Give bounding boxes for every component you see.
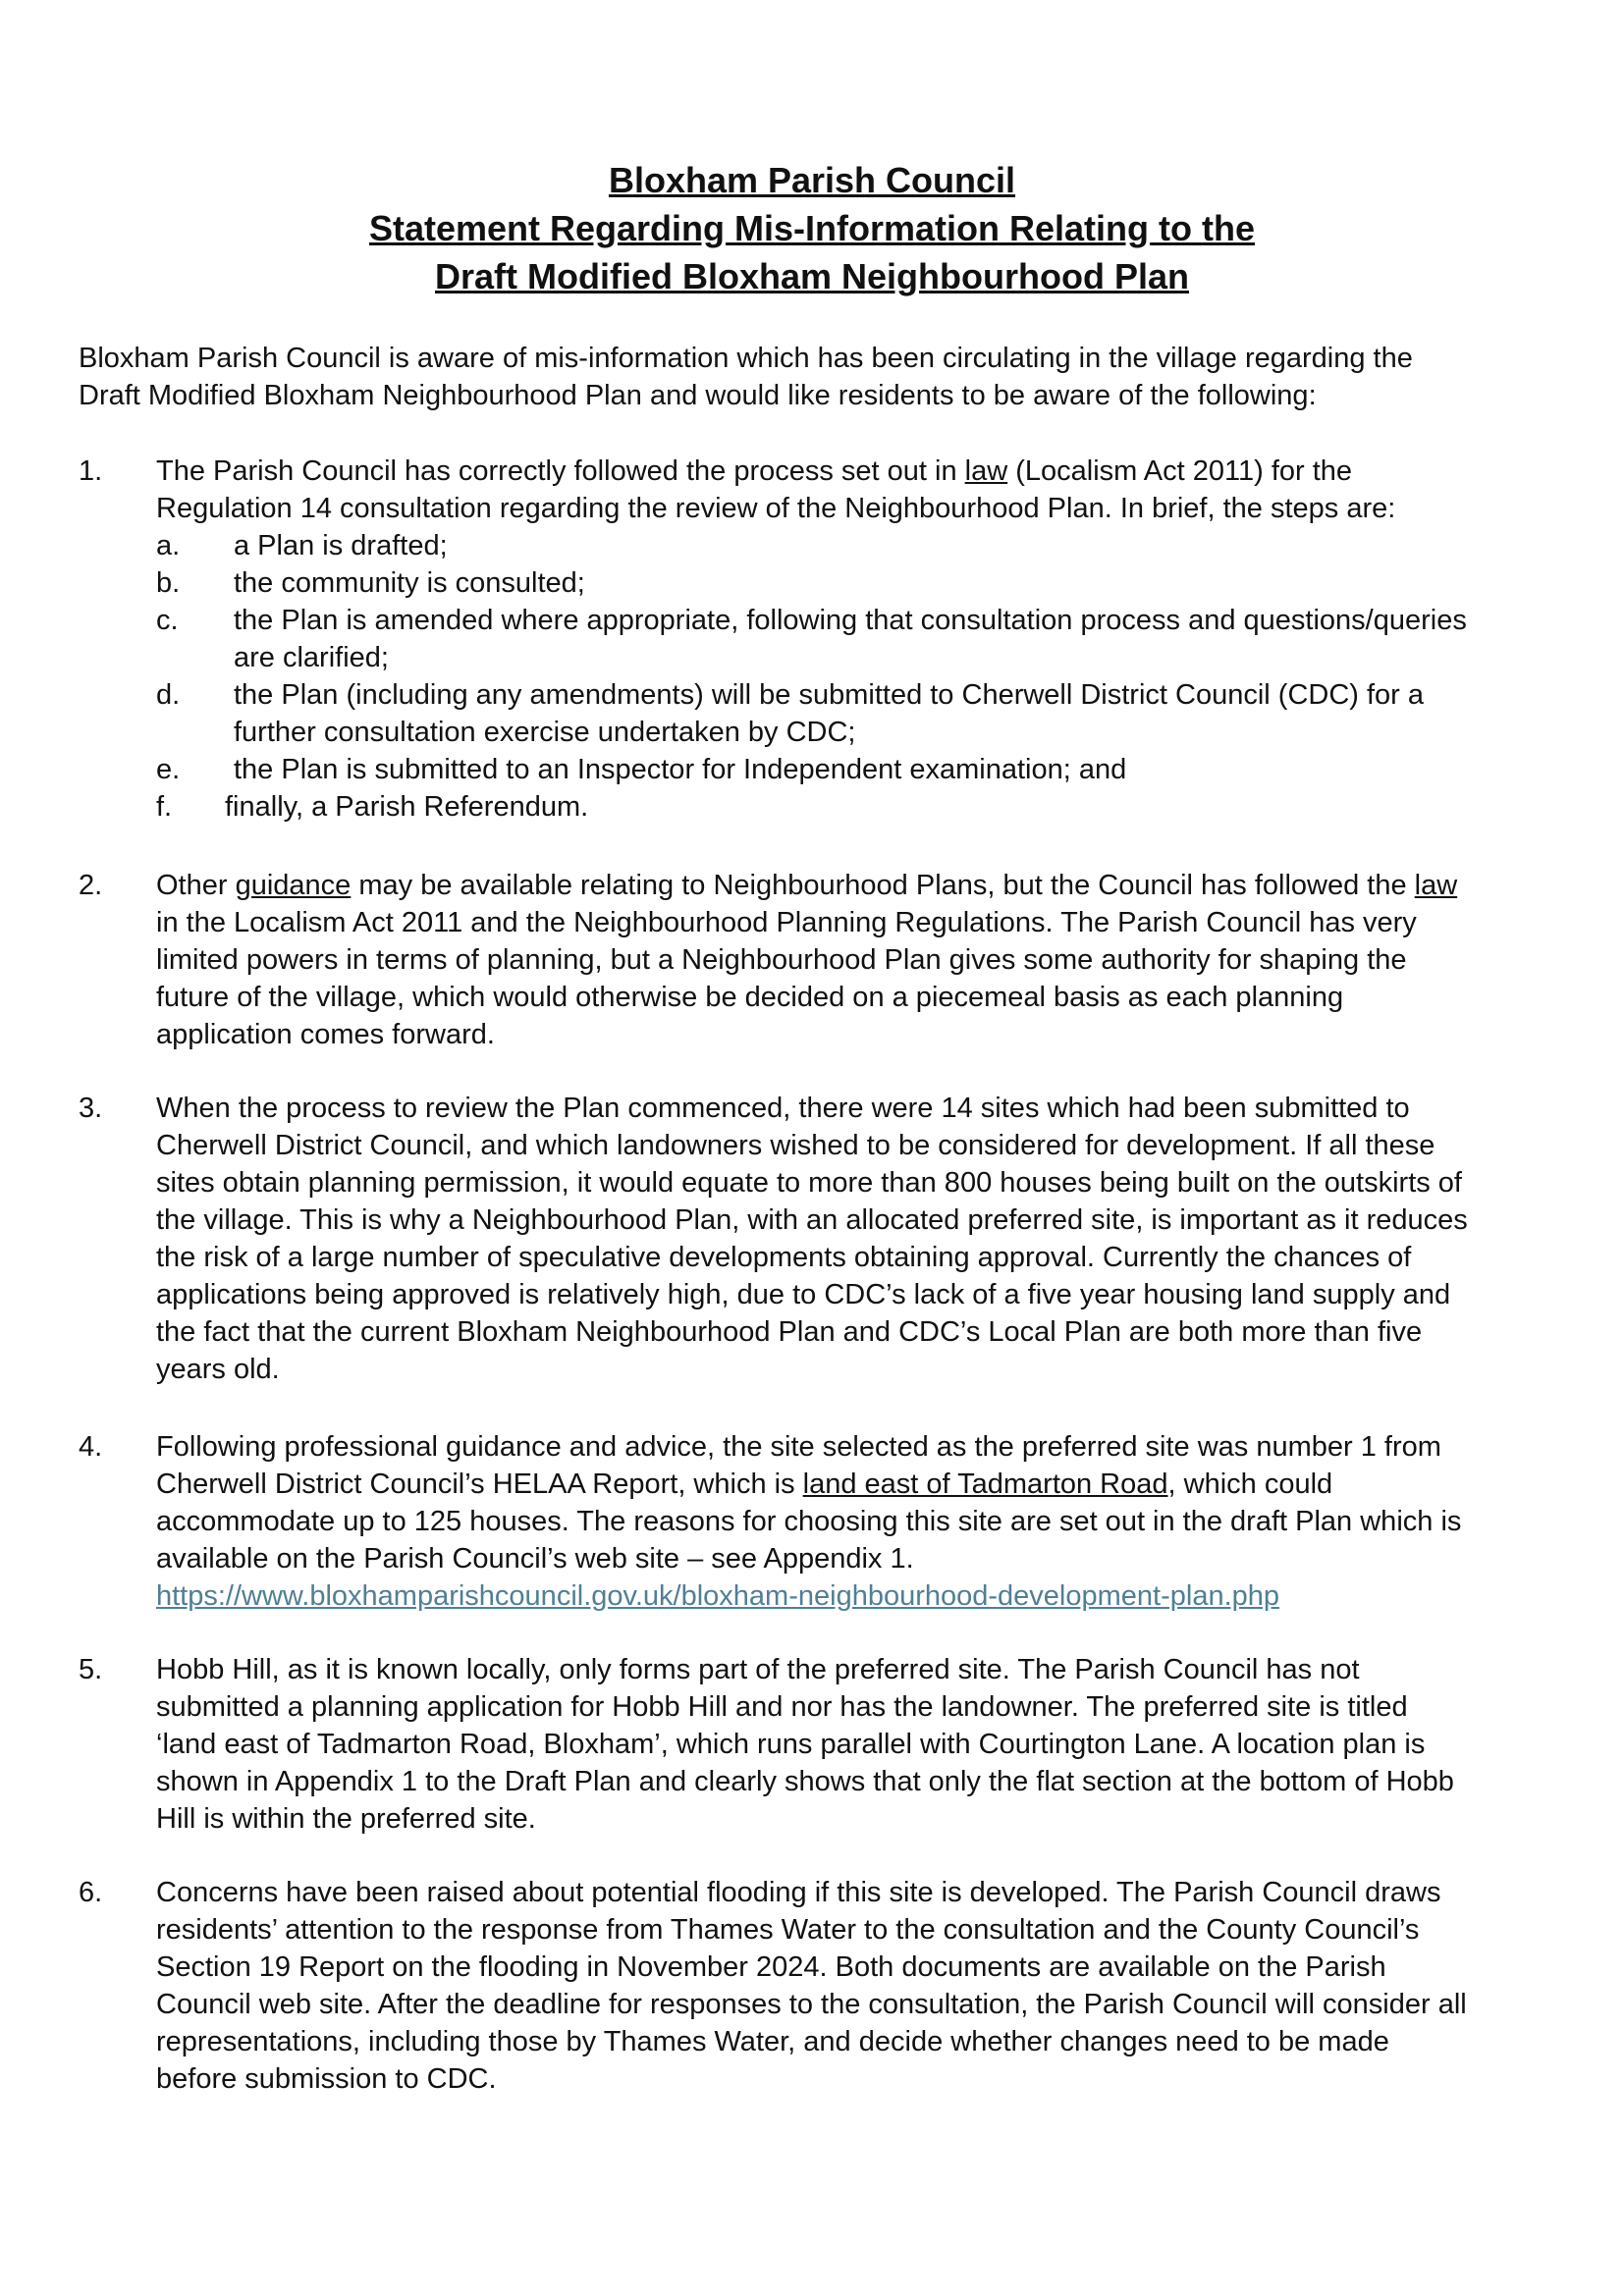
step-letter: a. <box>156 530 181 561</box>
point-5-line: Hill is within the preferred site. <box>156 1803 536 1835</box>
step-text <box>234 676 1569 751</box>
step-text-line: the Plan (including any amendments) will be submitted to Cherwell District Council (CDC) for a <box>234 679 1425 711</box>
point-2-text-part: Other <box>156 870 236 901</box>
step-text <box>234 602 1569 676</box>
point-2-line: limited powers in terms of planning, but a Neighbourhood Plan gives some authority for shaping the <box>156 944 1407 976</box>
point-4-text <box>156 1428 1575 1615</box>
point-5-line: ‘land east of Tadmarton Road, Bloxham’, which runs parallel with Courtington Lane. A location plan is <box>156 1729 1426 1760</box>
step-text-line: further consultation exercise undertaken by CDC; <box>234 717 856 748</box>
point-4-text-part: Cherwell District Council’s HELAA Report, which is <box>156 1468 803 1500</box>
point-3-number: 3. <box>79 1093 103 1124</box>
site-name-underlined: land east of Tadmarton Road <box>802 1468 1168 1500</box>
law-underlined: law <box>1414 870 1458 901</box>
step-letter: d. <box>156 679 181 711</box>
document-title-line-1: Bloxham Parish Council <box>608 160 1016 200</box>
step-text: a Plan is drafted; <box>234 530 448 561</box>
point-3-line: the village. This is why a Neighbourhood Plan, with an allocated preferred site, is important as it reduces <box>156 1204 1468 1236</box>
point-4-line: accommodate up to 125 houses. The reasons for choosing this site are set out in the draft Plan which is <box>156 1506 1462 1537</box>
point-1-text-part: The Parish Council has correctly followed the process set out in <box>156 455 965 487</box>
point-4-text-part: , which could <box>1167 1468 1333 1500</box>
point-6-line: before submission to CDC. <box>156 2063 497 2095</box>
point-3-line: Cherwell District Council, and which landowners wished to be considered for development. If all these <box>156 1130 1435 1161</box>
step-text: finally, a Parish Referendum. <box>225 791 589 823</box>
point-5-text <box>156 1651 1575 1838</box>
step-text: the community is consulted; <box>234 567 585 599</box>
point-2-line: future of the village, which would otherwise be decided on a piecemeal basis as each planning <box>156 982 1344 1013</box>
point-6-line: Council web site. After the deadline for responses to the consultation, the Parish Council will consider all <box>156 1989 1467 2020</box>
point-1-text-part: (Localism Act 2011) for the <box>1007 455 1353 487</box>
neighbourhood-plan-link[interactable]: https://www.bloxhamparishcouncil.gov.uk/bloxham-neighbourhood-development-plan.php <box>156 1580 1280 1612</box>
point-5-line: submitted a planning application for Hobb Hill and nor has the landowner. The preferred site is titled <box>156 1691 1408 1723</box>
point-6-line: Section 19 Report on the flooding in November 2024. Both documents are available on the Parish <box>156 1951 1386 1983</box>
point-2-line: application comes forward. <box>156 1019 495 1050</box>
step-letter: f. <box>156 791 173 823</box>
point-5-line: Hobb Hill, as it is known locally, only forms part of the preferred site. The Parish Council has not <box>156 1654 1360 1685</box>
point-3-line: the fact that the current Bloxham Neighbourhood Plan and CDC’s Local Plan are both more than five <box>156 1316 1423 1348</box>
point-2-text-part: may be available relating to Neighbourhood Plans, but the Council has followed the <box>351 870 1415 901</box>
point-1-text <box>156 453 1575 527</box>
intro-line: Bloxham Parish Council is aware of mis-information which has been circulating in the village regarding the <box>79 343 1413 374</box>
point-3-line: sites obtain planning permission, it would equate to more than 800 houses being built on the outskirts of <box>156 1167 1462 1199</box>
point-3-line: When the process to review the Plan commenced, there were 14 sites which had been submitted to <box>156 1093 1410 1124</box>
point-4-line: available on the Parish Council’s web site – see Appendix 1. <box>156 1543 914 1575</box>
point-1-line-2: Regulation 14 consultation regarding the review of the Neighbourhood Plan. In brief, the steps are: <box>156 493 1396 524</box>
guidance-underlined: guidance <box>235 870 352 901</box>
point-6-line: representations, including those by Thames Water, and decide whether changes need to be made <box>156 2026 1389 2057</box>
point-2-number: 2. <box>79 870 103 901</box>
law-underlined: law <box>964 455 1008 487</box>
point-4-number: 4. <box>79 1431 103 1463</box>
step-text: the Plan is submitted to an Inspector for Independent examination; and <box>234 754 1127 785</box>
point-3-line: years old. <box>156 1354 280 1385</box>
point-6-line: residents’ attention to the response from Thames Water to the consultation and the County Council’s <box>156 1914 1420 1946</box>
point-1-number: 1. <box>79 455 103 487</box>
point-2-text <box>156 867 1575 1053</box>
document-title-line-3: Draft Modified Bloxham Neighbourhood Plan <box>435 256 1189 296</box>
point-2-line: in the Localism Act 2011 and the Neighbourhood Planning Regulations. The Parish Council has very <box>156 907 1417 938</box>
point-5-line: shown in Appendix 1 to the Draft Plan and clearly shows that only the flat section at the bottom of Hobb <box>156 1766 1454 1797</box>
step-text-line: the Plan is amended where appropriate, following that consultation process and questions/queries <box>234 605 1467 636</box>
intro-paragraph <box>79 340 1551 414</box>
document-title-line-2: Statement Regarding Mis-Information Relating to the <box>368 208 1256 248</box>
point-6-number: 6. <box>79 1877 103 1908</box>
point-3-line: the risk of a large number of speculative developments obtaining approval. Currently the chances of <box>156 1242 1412 1273</box>
point-5-number: 5. <box>79 1654 103 1685</box>
point-6-text <box>156 1874 1575 2098</box>
point-3-text <box>156 1090 1575 1388</box>
step-letter: c. <box>156 605 179 636</box>
step-letter: e. <box>156 754 181 785</box>
step-letter: b. <box>156 567 181 599</box>
point-3-line: applications being approved is relatively high, due to CDC’s lack of a five year housing land supply and <box>156 1279 1451 1310</box>
step-text-line: are clarified; <box>234 642 389 673</box>
point-4-line: Following professional guidance and advice, the site selected as the preferred site was number 1 from <box>156 1431 1441 1463</box>
intro-line: Draft Modified Bloxham Neighbourhood Plan and would like residents to be aware of the following: <box>79 380 1317 411</box>
point-6-line: Concerns have been raised about potential flooding if this site is developed. The Parish Council draws <box>156 1877 1441 1908</box>
